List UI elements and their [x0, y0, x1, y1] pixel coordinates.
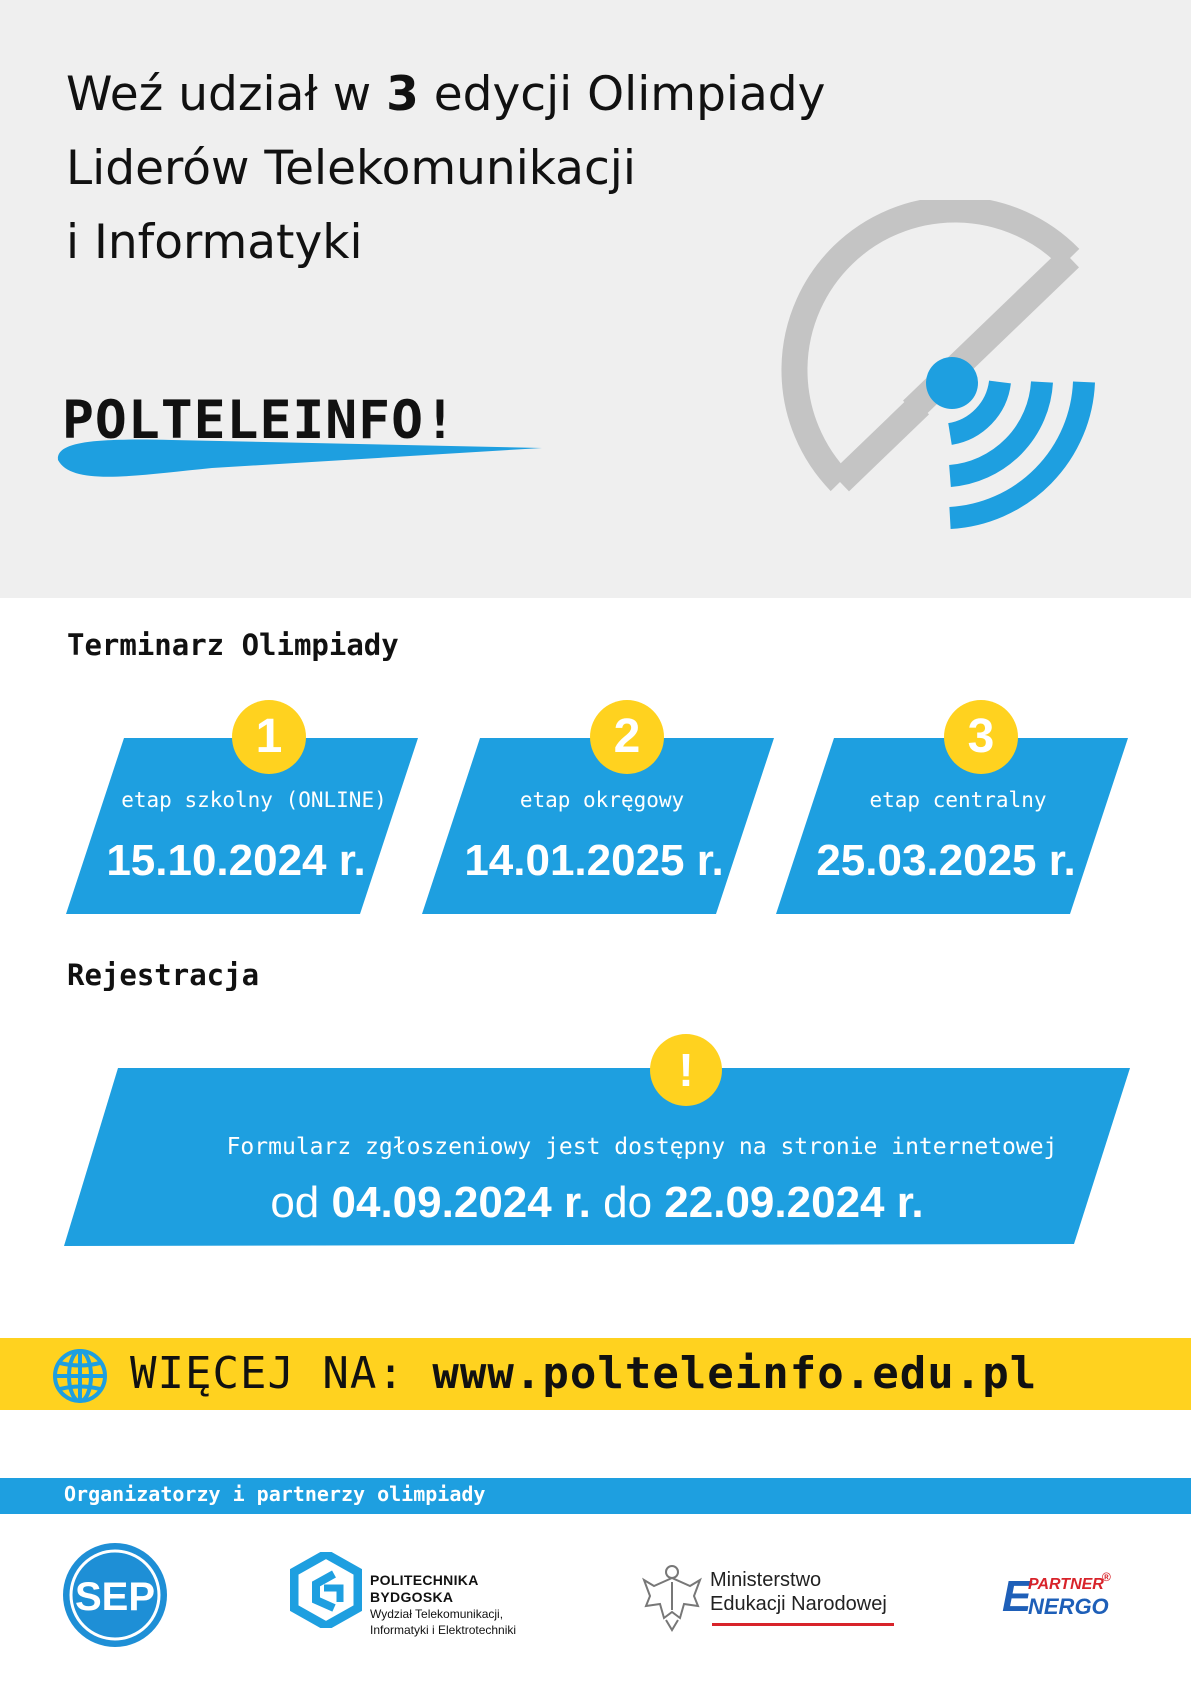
energo-name-text: NERGO: [1028, 1594, 1109, 1619]
stage-card-2: [422, 710, 774, 914]
pb-name-line-1: POLITECHNIKA: [370, 1572, 479, 1588]
energo-partner-text: PARTNER: [1028, 1576, 1104, 1593]
title-line-3: i Informatyki: [66, 215, 363, 270]
stage-1-date: 15.10.2024 r.: [106, 836, 366, 885]
stage-2-label: etap okręgowy: [519, 788, 685, 812]
pb-dept-line-1: Wydział Telekomunikacji,: [370, 1607, 504, 1621]
organizers-title: Organizatorzy i partnerzy olimpiady: [64, 1482, 486, 1506]
pb-dept-line-2: Informatyki i Elektrotechniki: [370, 1623, 517, 1637]
energo-registered-mark: ®: [1102, 1570, 1111, 1584]
stage-3-date: 25.03.2025 r.: [816, 836, 1076, 885]
sep-logo: [60, 1540, 170, 1650]
stage-1-background: [66, 738, 418, 914]
title-line-2: Liderów Telekomunikacji: [66, 141, 636, 196]
range-from-date: 04.09.2024 r.: [331, 1178, 591, 1227]
alert-badge: !: [650, 1034, 722, 1106]
registration-range: [64, 1178, 1130, 1228]
page-title: [66, 58, 866, 280]
registration-info: Formularz zgłoszeniowy jest dostępny na stronie internetowej: [226, 1134, 1058, 1160]
registration-card: [64, 1044, 1130, 1246]
stage-1-label: etap szkolny (ONLINE): [121, 788, 387, 812]
stage-card-3: [776, 710, 1128, 914]
ministry-logo: [640, 1560, 910, 1640]
signal-logo-icon: [770, 200, 1140, 570]
more-info-prefix: WIĘCEJ NA:: [130, 1348, 405, 1399]
globe-icon: [52, 1348, 108, 1404]
schedule-title: Terminarz Olimpiady: [67, 628, 399, 662]
sep-logo-text: SEP: [74, 1575, 156, 1619]
title-line-1-pre: Weź udział w: [66, 67, 387, 122]
stage-3-badge: 3: [944, 700, 1018, 774]
pb-name-line-2: BYDGOSKA: [370, 1589, 454, 1605]
brand-logo-text: POLTELEINFO!: [62, 390, 457, 451]
energo-e-mark: E: [1002, 1572, 1032, 1621]
range-from-word: od: [270, 1178, 320, 1227]
pb-logo-mark-icon: [290, 1552, 362, 1628]
range-to-date: 22.09.2024 r.: [664, 1178, 924, 1227]
pb-text: [370, 1572, 516, 1638]
organizers-bar: [0, 1478, 1191, 1514]
energo-partner-logo: [1000, 1570, 1150, 1630]
title-line-1-post: edycji Olimpiady: [418, 67, 826, 122]
stage-card-1: [66, 710, 418, 914]
stage-1-badge: 1: [232, 700, 306, 774]
registration-title: Rejestracja: [67, 958, 260, 992]
ministry-text: [710, 1568, 887, 1616]
range-to-word: do: [603, 1178, 653, 1227]
stage-2-date: 14.01.2025 r.: [464, 836, 724, 885]
stage-2-background: [422, 738, 774, 914]
title-line-1: [66, 58, 866, 132]
hero-section: [0, 0, 1191, 598]
ministry-line-2: Edukacji Narodowej: [710, 1593, 887, 1615]
stage-2-badge: 2: [590, 700, 664, 774]
polish-flag-line: [712, 1620, 894, 1626]
more-info-bar: [0, 1338, 1191, 1410]
eagle-emblem-icon: [640, 1560, 704, 1632]
stage-3-label: etap centralny: [869, 788, 1047, 812]
edition-number: 3: [386, 67, 419, 122]
politechnika-bydgoska-logo: [290, 1552, 550, 1642]
website-link[interactable]: www.polteleinfo.edu.pl: [432, 1348, 1038, 1399]
sep-logo-graphic: [60, 1540, 170, 1650]
more-info-text: [130, 1348, 1037, 1400]
stage-3-background: [776, 738, 1128, 914]
ministry-line-1: Ministerstwo: [710, 1569, 822, 1591]
